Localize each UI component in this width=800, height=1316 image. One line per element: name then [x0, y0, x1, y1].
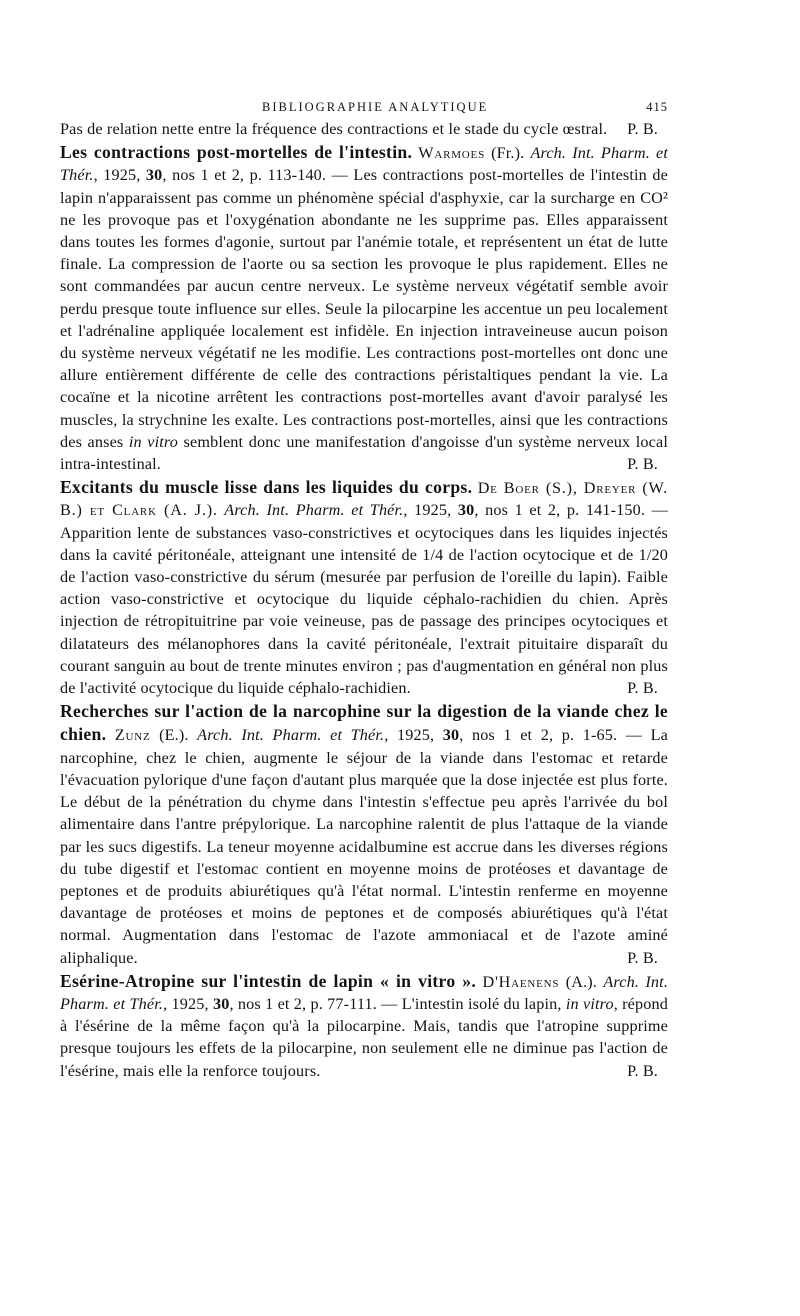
entry-signature: P. B.: [627, 120, 658, 138]
entry-authors-suffix: (E.).: [150, 726, 189, 745]
entry-pages: , nos 1 et 2, p. 113-140.: [162, 166, 327, 185]
entry-narcophine-digestion: [60, 700, 668, 968]
entry-title: Excitants du muscle lisse dans les liquides du corps.: [60, 477, 473, 498]
entry-italic-phrase: in vitro: [128, 432, 179, 451]
entry-pages: , nos 1 et 2, p. 77-111.: [229, 994, 377, 1013]
entry-pages: , nos 1 et 2, p. 1-65.: [459, 726, 618, 745]
page-content: [60, 96, 668, 1082]
entry-authors: D'Haenens: [482, 972, 560, 991]
entry-year: , 1925,: [163, 994, 213, 1013]
entry-volume: 30: [442, 726, 460, 745]
entry-title: Esérine-Atropine sur l'intestin de lapin « in vitro ».: [60, 970, 477, 991]
entry-text: — La narcophine, chez le chien, augmente le séjour de la viande dans l'estomac et retarde l'évacuation pylorique d'une façon d'autant plus marquée que la dose injectée est plus forte. Le début de la pénétration du chyme dans l'intestin s'effectue peu après l'arrivée du bol alimentaire dans l'antre prépylorique. La narcophine ralentit de plus l'attaque de la viande par les sucs digestifs. La teneur moyenne acidalbumine est accrue dans les diverses régions du tube digestif et l'estomac contient en moyenne moins de protéoses et davantage de peptones et de produits abiurétiques qu'à l'état normal. L'intestin renferme en moyenne davantage de protéoses et moins de peptones et de composés abiurétiques qu'à l'état normal. Augmentation dans l'estomac de l'azote ammoniacal et de l'azote aminé aliphalique.: [60, 726, 669, 967]
entry-year: , 1925,: [403, 501, 458, 520]
entry-title: Les contractions post-mortelles de l'intestin.: [60, 142, 413, 163]
entry-signature: P. B.: [627, 948, 658, 967]
entry-authors-suffix: (A.).: [559, 972, 598, 991]
running-title: BIBLIOGRAPHIE ANALYTIQUE: [262, 100, 489, 114]
entry-text: , répond à l'ésérine de la même façon qu'à la pilocarpine. Mais, tandis que l'atropine supprime presque toujours les effets de la pilocarpine, non seulement elle ne diminue pas l'action de l'ésérine, mais elle la renforce toujours.: [60, 994, 668, 1080]
running-header: [60, 96, 668, 118]
entry-text: Pas de relation nette entre la fréquence des contractions et le stade du cycle œstral.: [60, 120, 608, 138]
entry-text: — Apparition lente de substances vaso-constrictives et ocytociques dans les liquides injectés dans la cavité péritonéale, atteignant une intensité de 1/4 de l'action ocytocique et de 1/20 de l'action vaso-constrictive du sérum (mesurée par perfusion de l'oreille du lapin). Faible action vaso-constrictive et ocytocique du liquide céphalo-rachidien du chien. Après injection de rétropituitrine par voie veineuse, pas de passage des principes ocytociques et dilatateurs des mélanophores dans la cavité péritonéale, l'extrait pituitaire disparaît du courant sanguin au bout de trente minutes environ ; pas d'augmentation en général non plus de l'activité ocytocique du liquide céphalo-rachidien.: [60, 501, 669, 698]
entry-journal: Arch. Int. Pharm. et Thér.: [197, 726, 385, 745]
entry-volume: 30: [212, 994, 230, 1013]
entry-signature: P. B.: [627, 679, 658, 698]
entry-volume: 30: [457, 501, 475, 520]
entry-text-end: semblent donc une manifestation d'angoisse d'un système nerveux local intra-intestinal.: [60, 432, 668, 474]
entry-authors: De Boer (S.), Dreyer (W. B.) et Clark (A. J.).: [60, 479, 668, 520]
entry-journal: Arch. Int. Pharm. et Thér.: [60, 972, 669, 1013]
entry-smooth-muscle-excitants: [60, 476, 668, 699]
entry-volume: 30: [145, 166, 163, 185]
entry-journal: Arch. Int. Pharm. et Thér.: [60, 144, 668, 185]
entry-text: — Les contractions post-mortelles de l'intestin de lapin n'apparaissent pas comme un phénomène spécial d'asphyxie, car la surcharge en CO² ne les provoque pas et l'oxygénation abondante ne les supprime pas. Elles apparaissent dans toutes les formes d'agonie, surtout par l'anémie totale, et représentent un état de lutte finale. La compression de l'aorte ou sa section les provoque le plus rapidement. Elles ne sont commandées par aucun centre nerveux. Le système nerveux végétatif semble avoir perdu presque toute influence sur elles. Seule la pilocarpine les accentue un peu localement et l'adrénaline appliquée localement est infidèle. En injection intraveineuse aucun poison du système nerveux végétatif ne les modifie. Les contractions post-mortelles ont donc une allure entièrement différente de celle des contractions péristaltiques pendant la vie. La cocaïne et la nicotine arrêtent les contractions post-mortelles avant d'avoir paralysé les muscles, la strychnine les exalte. Les contractions post-mortelles, ainsi que les contractions des anses: [60, 166, 668, 451]
page-number: 415: [646, 100, 668, 114]
entry-year: , 1925,: [384, 726, 443, 745]
entry-signature: P. B.: [627, 455, 658, 474]
entry-signature: P. B.: [627, 1061, 658, 1080]
entry-continuation: [60, 118, 668, 140]
entry-pages: , nos 1 et 2, p. 141-150.: [474, 501, 646, 520]
entry-authors-suffix: (Fr.).: [485, 144, 525, 163]
entry-year: , 1925,: [93, 166, 146, 185]
entry-italic-phrase: in vitro: [565, 994, 614, 1013]
entry-journal: Arch. Int. Pharm. et Thér.: [224, 501, 404, 520]
entry-authors: Warmoes: [418, 144, 485, 163]
entry-title: Recherches sur l'action de la narcophine sur la digestion de la viande chez le chien.: [60, 701, 668, 745]
entry-post-mortem-contractions: [60, 141, 668, 475]
entry-text-start: — L'intestin isolé du lapin,: [376, 994, 566, 1013]
entry-eserine-atropine: [60, 970, 668, 1082]
entry-authors: Zunz: [114, 726, 151, 745]
